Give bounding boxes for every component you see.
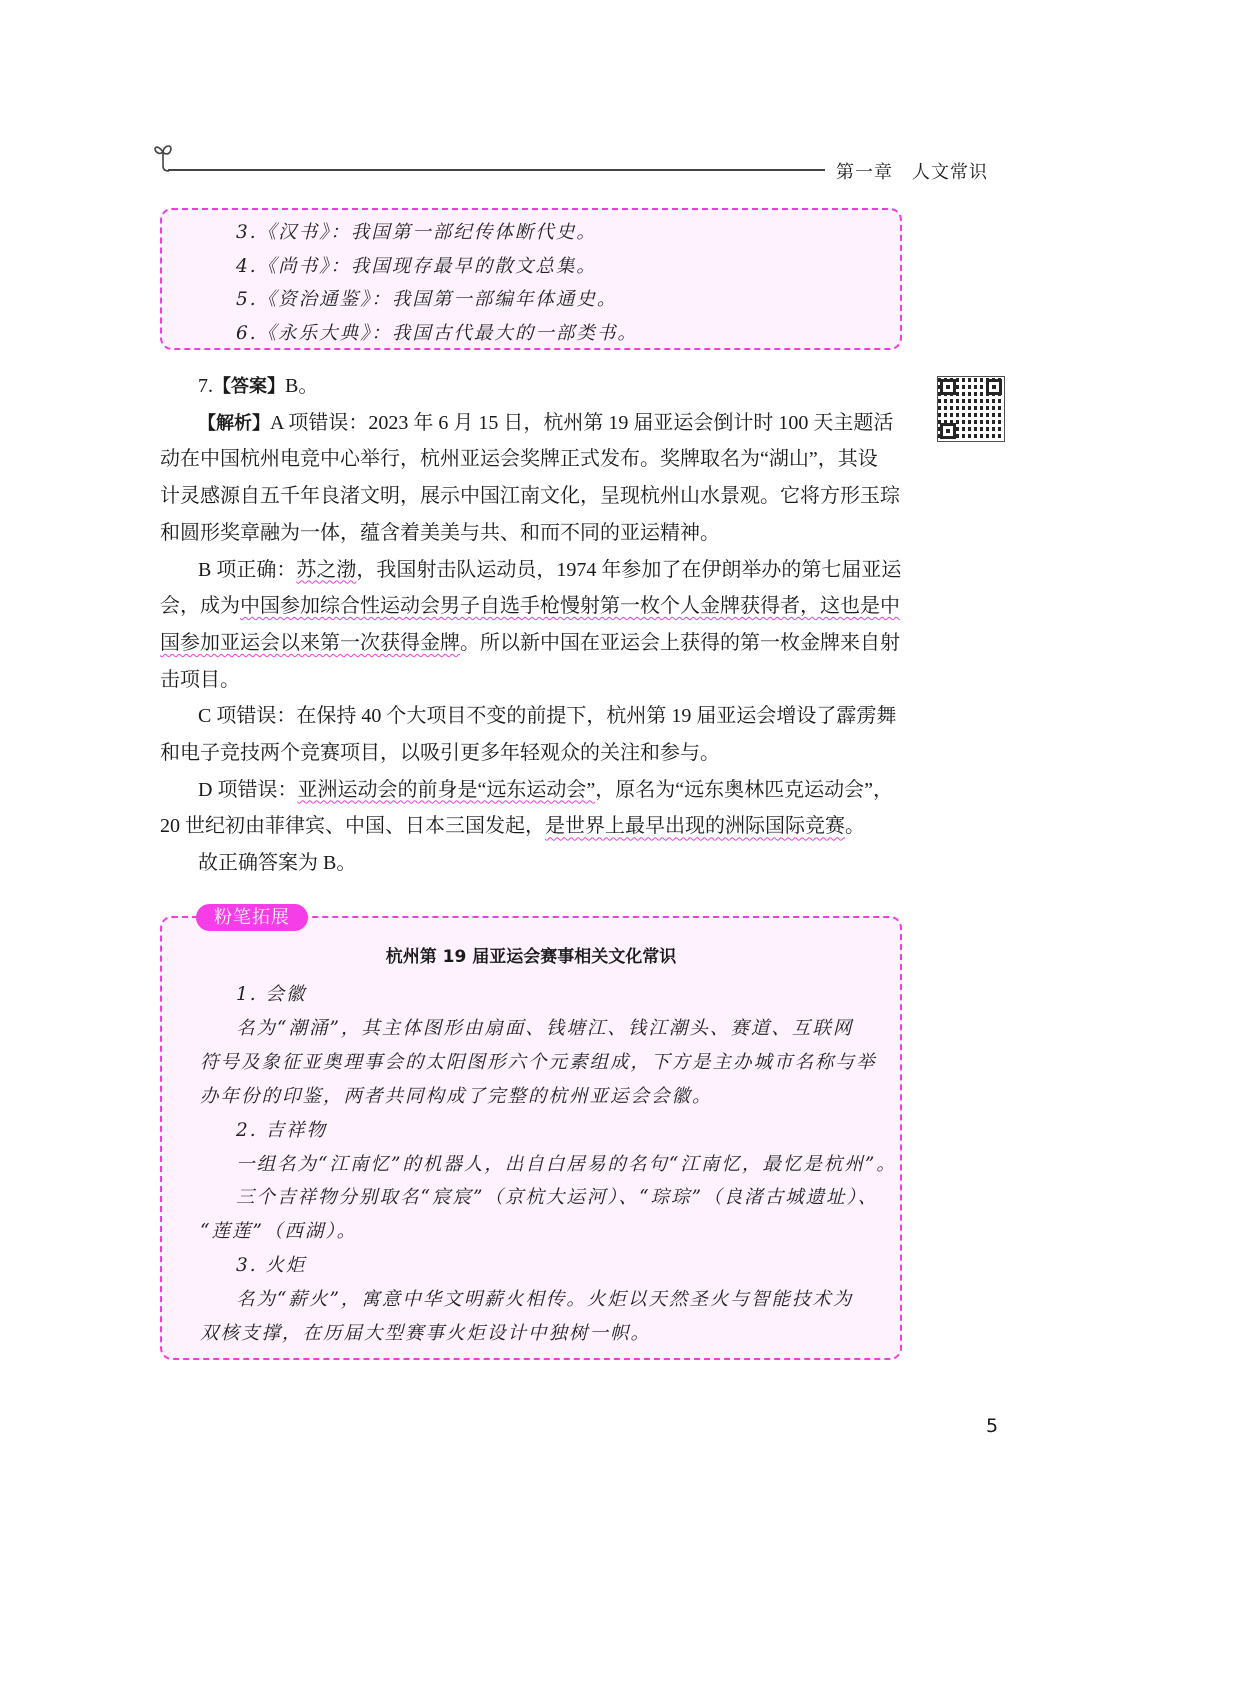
- extension-line: 名为“潮涌”，其主体图形由扇面、钱塘江、钱江潮头、赛道、互联网: [236, 1017, 854, 1039]
- extension-line: 2. 吉祥物: [236, 1119, 328, 1141]
- answer-line: [160, 668, 240, 692]
- summary-line: 6.《永乐大典》：我国古代最大的一部类书。: [236, 322, 638, 344]
- highlighted-text: 苏之渤: [296, 558, 357, 581]
- extension-line: “莲莲”（西湖）。: [200, 1221, 358, 1243]
- answer-line: [160, 594, 900, 618]
- answer-line: [198, 374, 318, 399]
- highlighted-text: 中国参加综合性运动会男子自选手枪慢射第一枚个人金牌获得者，这也是中: [240, 595, 900, 618]
- sprout-icon: [150, 140, 190, 179]
- text-segment: ，原名为“远东奥林匹克运动会”，: [595, 778, 893, 801]
- highlighted-text: 是世界上最早出现的洲际国际竞赛: [545, 815, 845, 838]
- text-segment: 20 世纪初由菲律宾、中国、日本三国发起，: [160, 815, 545, 838]
- text-segment: D 项错误：: [198, 778, 298, 801]
- text-segment: 【解析】: [198, 412, 270, 434]
- summary-line: 3.《汉书》：我国第一部纪传体断代史。: [236, 222, 597, 243]
- answer-line: [198, 704, 896, 728]
- answer-line: [160, 631, 900, 655]
- answer-line: [160, 521, 720, 545]
- text-segment: 。: [845, 815, 865, 838]
- extension-line: 办年份的印鉴，两者共同构成了完整的杭州亚运会会徽。: [200, 1085, 713, 1107]
- summary-line: 5.《资治通鉴》：我国第一部编年体通史。: [236, 289, 618, 310]
- text-segment: 和圆形奖章融为一体，蕴含着美美与共、和而不同的亚运精神。: [160, 521, 720, 544]
- text-segment: B 项正确：: [198, 558, 297, 581]
- answer-line: [160, 447, 878, 471]
- highlighted-text: 国参加亚运会以来第一次获得金牌: [160, 631, 460, 654]
- text-segment: 故正确答案为 B。: [198, 852, 357, 875]
- extension-line: 三个吉祥物分别取名“宸宸”（京杭大运河）、“琮琮”（良渚古城遗址）、: [236, 1187, 879, 1209]
- text-segment: 。所以新中国在亚运会上获得的第一枚金牌来自射: [460, 631, 900, 654]
- extension-line: 一组名为“江南忆”的机器人，出自白居易的名句“江南忆，最忆是杭州”。: [236, 1153, 897, 1175]
- answer-line: [198, 411, 893, 436]
- extension-tag: 粉笔拓展: [196, 904, 308, 931]
- text-segment: 击项目。: [160, 668, 240, 691]
- highlighted-text: 亚洲运动会的前身是“远东运动会”: [297, 778, 596, 801]
- text-segment: A 项错误：2023 年 6 月 15 日，杭州第 19 届亚运会倒计时 100 天主题活: [270, 411, 894, 434]
- summary-line: 4.《尚书》：我国现存最早的散文总集。: [236, 255, 597, 277]
- text-segment: 7.: [198, 375, 213, 397]
- text-segment: C 项错误：在保持 40 个大项目不变的前提下，杭州第 19 届亚运会增设了霹雳舞: [198, 705, 897, 728]
- text-segment: ，我国射击队运动员，1974 年参加了在伊朗举办的第七届亚运: [356, 558, 902, 581]
- answer-line: [198, 558, 901, 582]
- text-segment: 和电子竞技两个竞赛项目，以吸引更多年轻观众的关注和参与。: [160, 742, 720, 764]
- header-rule: [168, 169, 825, 171]
- extension-line: 名为“薪火”，寓意中华文明薪火相传。火炬以天然圣火与智能技术为: [236, 1289, 854, 1311]
- extension-line: 1. 会徽: [236, 984, 307, 1005]
- answer-line: [198, 851, 356, 875]
- extension-title: 杭州第 19 届亚运会赛事相关文化常识: [385, 947, 677, 967]
- text-segment: 动在中国杭州电竞中心举行，杭州亚运会奖牌正式发布。奖牌取名为“湖山”，其设: [160, 448, 878, 471]
- qr-code[interactable]: [937, 376, 1005, 442]
- answer-line: [198, 778, 893, 802]
- page-number: 5: [986, 1415, 999, 1437]
- answer-line: [160, 484, 900, 508]
- answer-line: [160, 741, 720, 765]
- text-segment: 【答案】: [213, 376, 285, 397]
- answer-line: [160, 814, 865, 838]
- extension-line: 3. 火炬: [236, 1255, 307, 1277]
- text-segment: 会，成为: [160, 595, 240, 618]
- chapter-title: 第一章 人文常识: [836, 162, 988, 183]
- extension-line: 双核支撑，在历届大型赛事火炬设计中独树一帜。: [200, 1323, 652, 1344]
- text-segment: B。: [285, 375, 319, 397]
- extension-line: 符号及象征亚奥理事会的太阳图形六个元素组成，下方是主办城市名称与举: [200, 1051, 877, 1073]
- text-segment: 计灵感源自五千年良渚文明，展示中国江南文化，呈现杭州山水景观。它将方形玉琮: [160, 485, 900, 508]
